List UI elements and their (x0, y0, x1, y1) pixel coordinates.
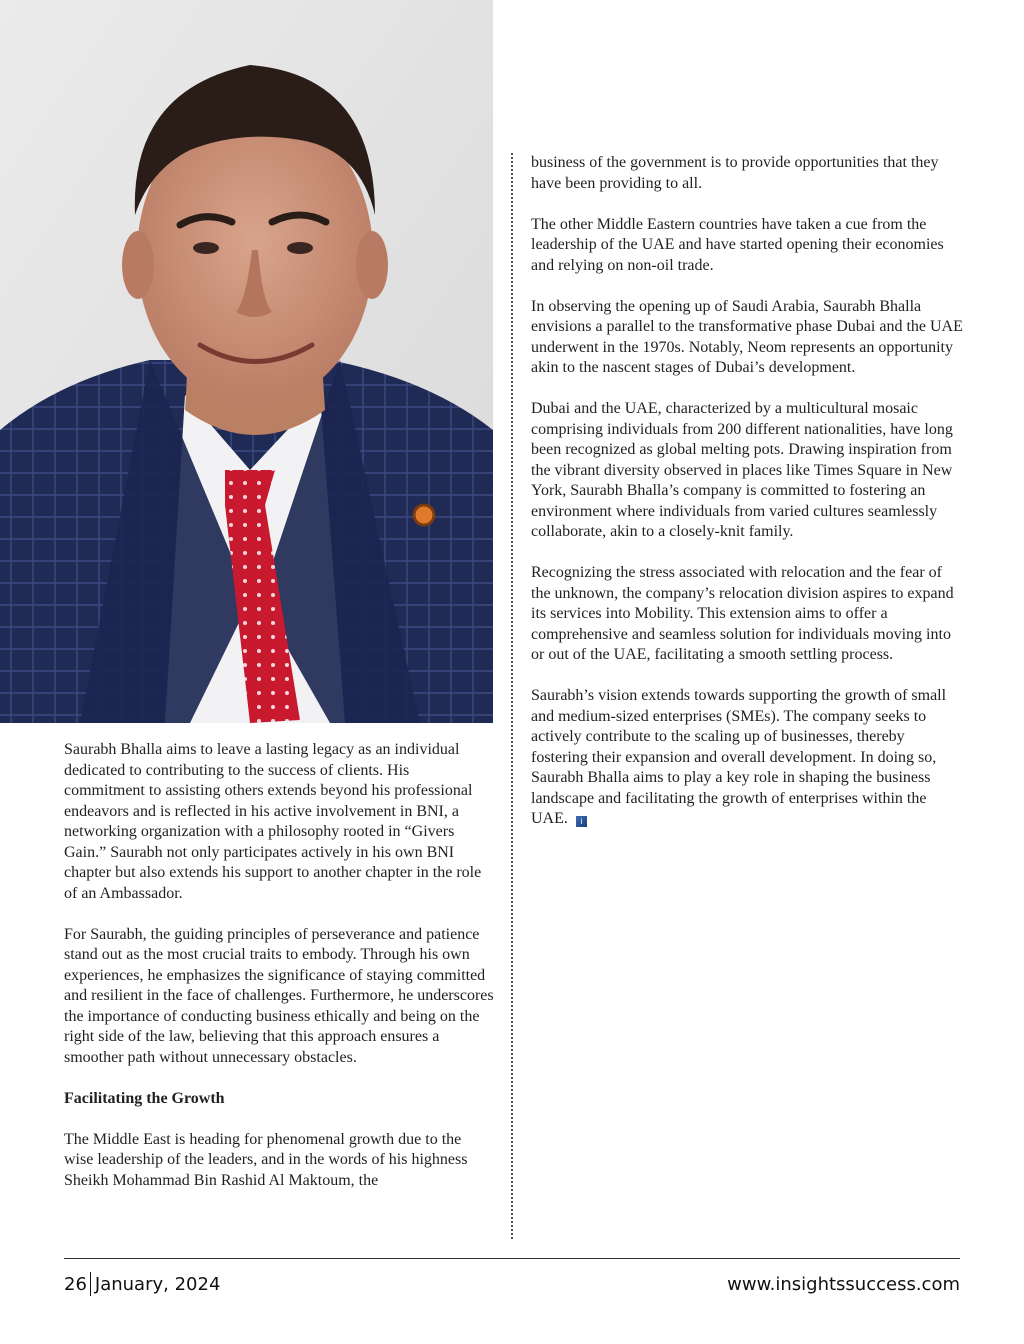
body-paragraph: Saurabh Bhalla aims to leave a lasting legacy as an individual dedicated to contributing to the success of clients. His commitment to assisting others extends beyond his professional endeavors and is reflected in his active involvement in BNI, a networking organization with a philosophy rooted in “Givers Gain.” Saurabh not only participates actively in his own BNI chapter but also extends his support to another chapter in the role of an Ambassador. (64, 741, 482, 902)
body-paragraph: business of the government is to provide opportunities that they have been providing to all. (531, 154, 939, 192)
body-paragraph: Dubai and the UAE, characterized by a multicultural mosaic comprising individuals from 200 different nationalities, have long been recognized as global melting pots. Drawing inspiration from the vibrant diversity observed in places like Times Square in New York, Saurabh Bhalla’s company is committed to fostering an environment where individuals from varied cultures seamlessly collaborate, akin to a closely-knit family. (531, 400, 953, 540)
body-paragraph: The other Middle Eastern countries have taken a cue from the leadership of the UAE and have started opening their economies and relying on non-oil trade. (531, 215, 944, 274)
website-url[interactable]: www.insightssuccess.com (727, 1273, 960, 1295)
body-paragraph: For Saurabh, the guiding principles of perseverance and patience stand out as the most crucial traits to embody. Through his own experiences, he emphasizes the significance of staying committed and resilient in the face of challenges. Furthermore, he underscores the importance of conducting business ethically and being on the right side of the law, believing that this approach ensures a smoother path without unnecessary obstacles. (64, 925, 494, 1066)
right-text-column (531, 153, 963, 850)
body-paragraph: The Middle East is heading for phenomenal growth due to the wise leadership of the leaders, and in the words of his highness Sheikh Mohammad Bin Rashid Al Maktoum, the (64, 1130, 468, 1189)
portrait-photo (0, 0, 493, 723)
left-text-column (64, 740, 494, 1212)
body-paragraph-final (531, 686, 963, 830)
section-subheading: Facilitating the Growth (64, 1089, 225, 1107)
body-paragraph: In observing the opening up of Saudi Arabia, Saurabh Bhalla envisions a parallel to the transformative phase Dubai and the UAE underwent in the 1970s. Notably, Neom represents an opportunity akin to the nascent stages of Dubai’s development. (531, 297, 963, 376)
issue-date: January, 2024 (94, 1273, 221, 1295)
page-footer (64, 1270, 960, 1298)
footer-left (64, 1272, 220, 1296)
footer-rule (64, 1258, 960, 1259)
final-paragraph-text: Saurabh’s vision extends towards supporting the growth of small and medium-sized enterprises (SMEs). The company seeks to actively contribute to the scaling up of businesses, thereby fostering their expansion and overall development. In doing so, Saurabh Bhalla aims to play a key role in shaping the business landscape and facilitating the growth of enterprises within the UAE. (531, 687, 947, 827)
column-divider (511, 153, 513, 1239)
article-end-icon: i (576, 816, 587, 827)
footer-separator (90, 1272, 91, 1296)
page-number: 26 (64, 1273, 87, 1295)
body-paragraph: Recognizing the stress associated with relocation and the fear of the unknown, the company’s relocation division aspires to expand its services into Mobility. This extension aims to offer a comprehensive and seamless solution for individuals moving into or out of the UAE, facilitating a smooth settling process. (531, 564, 954, 663)
